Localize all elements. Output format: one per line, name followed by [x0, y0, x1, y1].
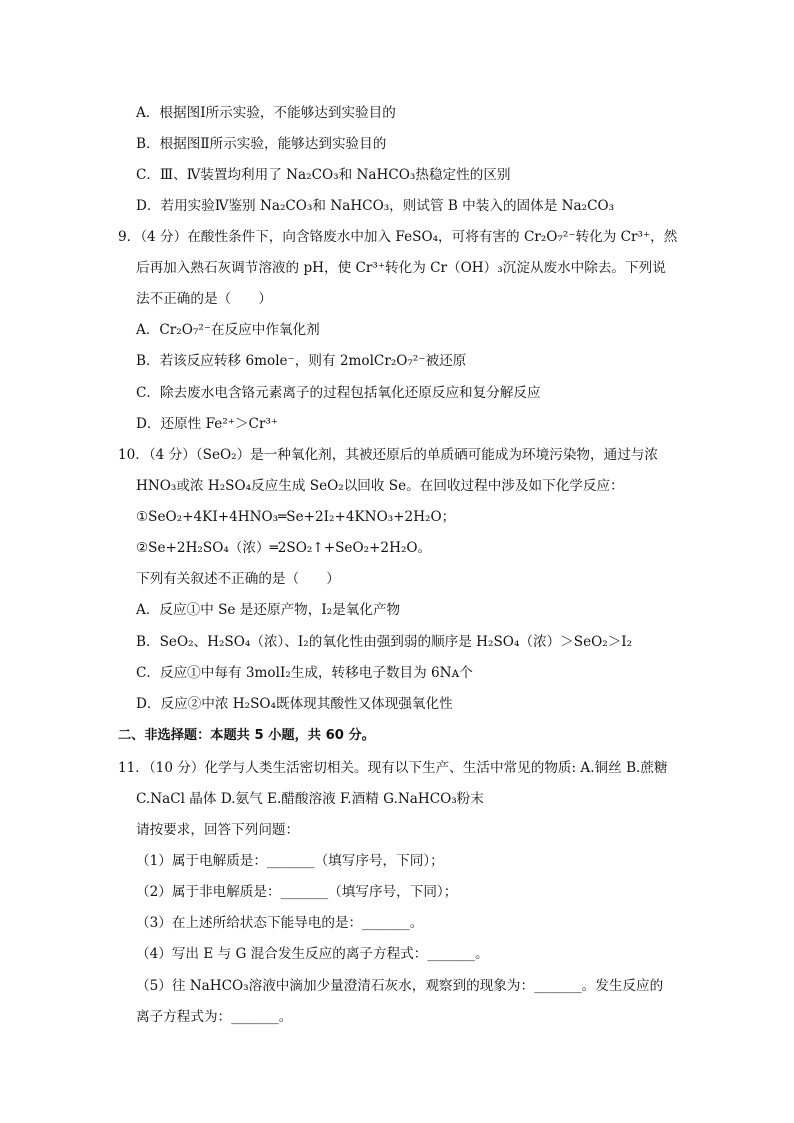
- q10-equation-2: ②Se+2H₂SO₄（浓）═2SO₂↑+SeO₂+2H₂O。: [136, 540, 432, 556]
- q10-option-a: A．反应①中 Se 是还原产物，I₂是氧化产物: [136, 602, 401, 618]
- q9-stem-line-2: 后再加入熟石灰调节溶液的 pH，使 Cr³⁺转化为 Cr（OH）₃沉淀从废水中除去。下列说: [136, 260, 666, 276]
- q10-option-d: D．反应②中浓 H₂SO₄既体现其酸性又体现强氧化性: [136, 696, 453, 712]
- q11-part-5-line-1: （5）往 NaHCO₃溶液中滴加少量澄清石灰水，观察到的现象为：_______。发生反应的: [136, 978, 664, 994]
- q8-option-b: B．根据图Ⅱ所示实验，能够达到实验目的: [136, 136, 387, 152]
- q10-stem-line-1: 10．（4 分）（SeO₂）是一种氧化剂，其被还原后的单质硒可能成为环境污染物，通过与浓: [118, 447, 658, 463]
- q11-stem-line-2: C.NaCl 晶体 D.氨气 E.醋酸溶液 F.酒精 G.NaHCO₃粉末: [136, 791, 484, 807]
- q10-option-c: C．反应①中每有 3molI₂生成，转移电子数目为 6Nᴀ个: [136, 665, 473, 681]
- q10-stem-line-2: HNO₃或浓 H₂SO₄反应生成 SeO₂以回收 Se。在回收过程中涉及如下化学反应：: [136, 478, 624, 494]
- q8-option-a: A．根据图Ⅰ所示实验，不能够达到实验目的: [136, 105, 396, 121]
- q9-option-a: A．Cr₂O₇²⁻在反应中作氧化剂: [136, 322, 320, 338]
- q9-option-b: B．若该反应转移 6mole⁻，则有 2molCr₂O₇²⁻被还原: [136, 353, 467, 369]
- q11-part-1: （1）属于电解质是：_______（填写序号，下同）；: [136, 853, 444, 869]
- q8-option-d: D．若用实验Ⅳ鉴别 Na₂CO₃和 NaHCO₃，则试管 B 中装入的固体是 Na₂CO₃: [136, 198, 615, 214]
- q10-option-b: B．SeO₂、H₂SO₄（浓）、I₂的氧化性由强到弱的顺序是 H₂SO₄（浓）＞SeO₂＞I₂: [136, 634, 633, 650]
- q11-part-4: （4）写出 E 与 G 混合发生反应的离子方程式：_______。: [136, 946, 489, 962]
- q9-option-d: D．还原性 Fe²⁺＞Cr³⁺: [136, 416, 279, 432]
- q11-part-5-line-2: 离子方程式为：_______。: [136, 1009, 293, 1025]
- q10-equation-1: ①SeO₂+4KI+4HNO₃═Se+2I₂+4KNO₃+2H₂O；: [136, 509, 456, 525]
- q11-part-3: （3）在上述所给状态下能导电的是：_______。: [136, 915, 424, 931]
- q8-option-c: C．Ⅲ、Ⅳ装置均利用了 Na₂CO₃和 NaHCO₃热稳定性的区别: [136, 167, 511, 183]
- q11-stem-line-3: 请按要求，回答下列问题：: [136, 822, 300, 838]
- q9-stem-line-3: 法不正确的是（ ）: [136, 291, 272, 307]
- section-heading: 二、非选择题：本题共 5 小题，共 60 分。: [118, 728, 375, 743]
- q11-stem-line-1: 11．（10 分）化学与人类生活密切相关。现有以下生产、生活中常见的物质: A.铜丝 B.蔗糖: [118, 760, 668, 776]
- q10-stem-line-3: 下列有关叙述不正确的是（ ）: [136, 571, 340, 587]
- q9-option-c: C．除去废水电含铬元素离子的过程包括氧化还原反应和复分解反应: [136, 385, 541, 401]
- q9-stem-line-1: 9．（4 分）在酸性条件下，向含铬废水中加入 FeSO₄，可将有害的 Cr₂O₇²⁻转化为 Cr³⁺，然: [118, 229, 678, 245]
- q11-part-2: （2）属于非电解质是：_______（填写序号，下同）；: [136, 884, 458, 900]
